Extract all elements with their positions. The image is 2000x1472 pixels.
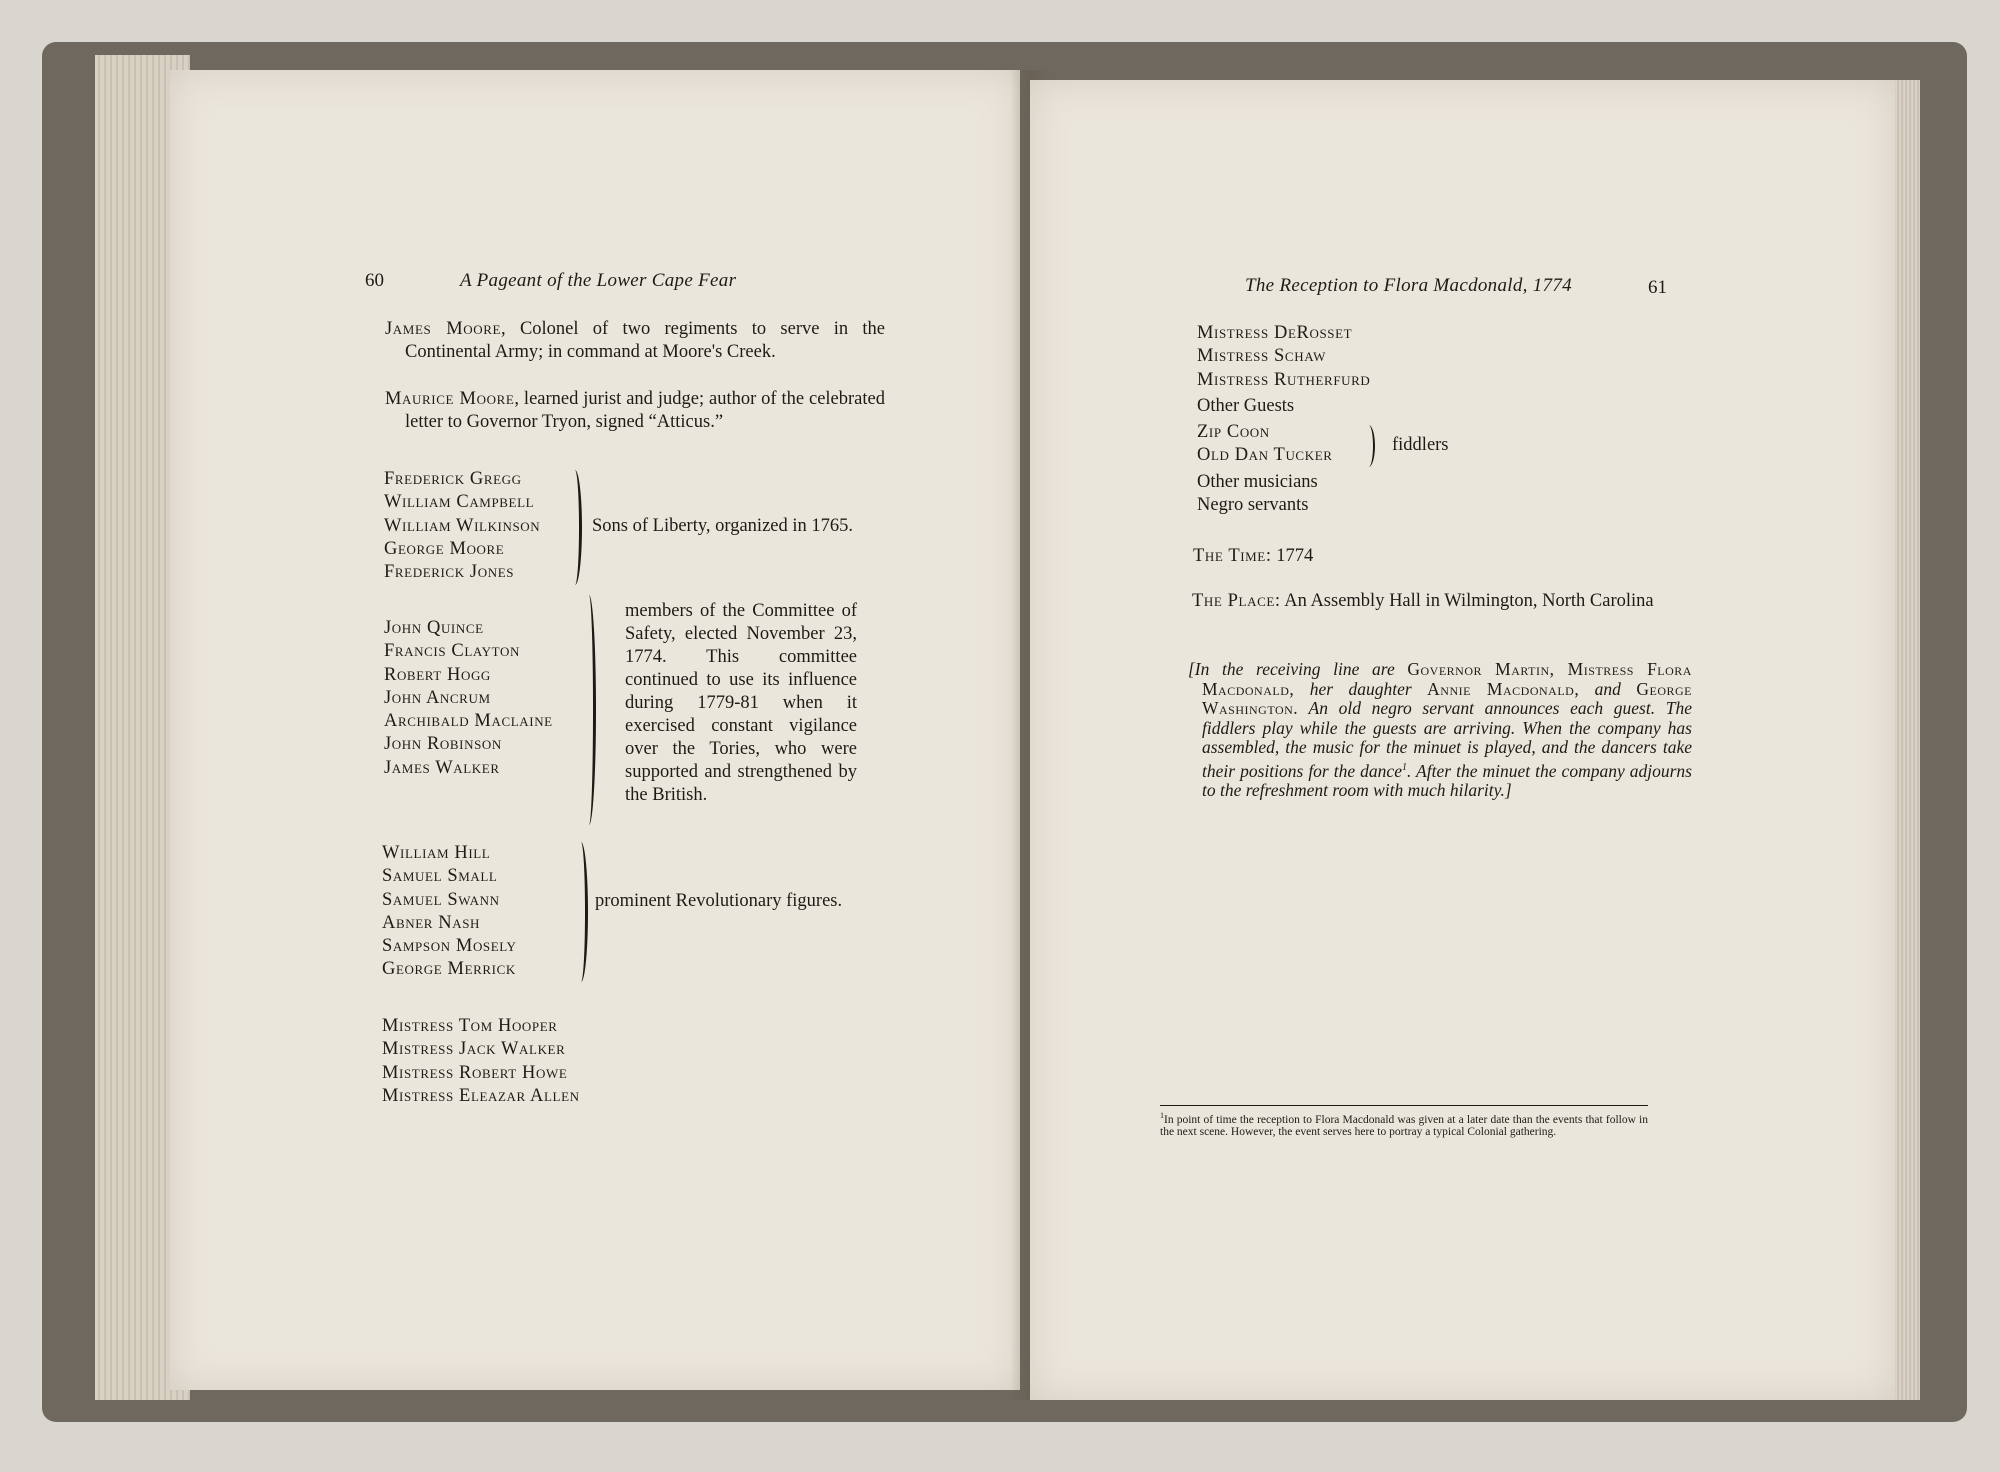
- stage-annie: Annie Macdonald,: [1427, 678, 1580, 699]
- list-item: Abner Nash: [382, 912, 481, 933]
- stage-close: . After the minuet the company adjourns to the refreshment room with much hilarity.]: [1202, 760, 1692, 800]
- list-item: George Merrick: [382, 959, 516, 980]
- list-item: Mistress Robert Howe: [382, 1062, 568, 1083]
- list-item: Mistress Jack Walker: [382, 1039, 566, 1060]
- list-item: Archibald Maclaine: [384, 711, 553, 732]
- list-item: Other Guests: [1197, 395, 1295, 416]
- list-item: Mistress Eleazar Allen: [382, 1085, 580, 1106]
- left-page-number: 60: [365, 270, 384, 291]
- fiddlers-label: fiddlers: [1392, 435, 1449, 455]
- place-value: An Assembly Hall in Wilmington, North Carolina: [1284, 591, 1654, 611]
- brace-revolutionary: [578, 842, 588, 982]
- left-running-head: A Pageant of the Lower Cape Fear: [460, 270, 737, 291]
- sons-of-liberty-names: [384, 468, 540, 584]
- sons-of-liberty-desc: Sons of Liberty, organized in 1765.: [592, 516, 854, 536]
- revolutionary-names: [382, 842, 517, 982]
- committee-desc: members of the Committee of Safety, elected November 23, 1774. This committee continued to use its influence during 1779-81 when it exercised constant vigilance over the Tories, who were supported and strengthened by the British.: [625, 601, 857, 805]
- list-item: Negro servants: [1197, 495, 1309, 516]
- footnote-marker: 1: [1160, 1111, 1164, 1120]
- list-item: Samuel Swann: [382, 889, 500, 910]
- list-item: Francis Clayton: [384, 641, 520, 662]
- list-item: Mistress DeRosset: [1197, 323, 1353, 343]
- place-line: [1172, 590, 1712, 613]
- list-item: Sampson Mosely: [382, 936, 517, 957]
- stage-direction: [1188, 660, 1692, 800]
- brace-sons-of-liberty: [572, 470, 582, 585]
- list-item: Other musicians: [1197, 471, 1318, 492]
- list-item: Samuel Small: [382, 866, 498, 887]
- stage-daughter: her daughter: [1294, 678, 1428, 699]
- list-item: William Hill: [382, 843, 491, 863]
- entry-desc: , learned jurist and judge; author of the celebrated letter to Governor Tryon, signed “Atticus.”: [405, 389, 885, 432]
- stage-open: [In the receiving line are: [1188, 659, 1408, 679]
- list-item: Frederick Gregg: [384, 469, 522, 489]
- right-page: [1030, 80, 1895, 1400]
- left-page: [170, 70, 1020, 1390]
- brace-committee: [586, 595, 596, 825]
- entry-name: Maurice Moore: [385, 389, 515, 409]
- right-page-number: 61: [1648, 277, 1667, 298]
- stage-and: and: [1579, 678, 1637, 699]
- footnote-ref: 1: [1401, 761, 1407, 773]
- time-label: The Time:: [1193, 546, 1272, 566]
- list-item: George Moore: [384, 538, 505, 559]
- right-running-head: The Reception to Flora Macdonald, 1774: [1245, 275, 1572, 296]
- list-item: William Wilkinson: [384, 515, 541, 536]
- footnote-text: In point of time the reception to Flora Macdonald was given at a later date than the events that follow in the next scene. However, the event serves here to portray a typical Colonial gathering.: [1160, 1113, 1648, 1139]
- list-item: James Walker: [384, 757, 500, 778]
- stage-washington: George Washington.: [1202, 678, 1693, 718]
- entry-maurice-moore: [385, 388, 885, 434]
- list-item: John Quince: [384, 618, 484, 638]
- list-item: Old Dan Tucker: [1197, 445, 1333, 466]
- list-item: Frederick Jones: [384, 562, 515, 583]
- stage-governor: Governor Martin, Mistress Flora Macdonald,: [1202, 659, 1692, 699]
- entry-desc: , Colonel of two regiments to serve in the Continental Army; in command at Moore's Creek.: [405, 319, 886, 362]
- list-item: Mistress Schaw: [1197, 346, 1327, 367]
- brace-fiddlers: [1366, 425, 1375, 467]
- guest-list: [1197, 322, 1370, 517]
- list-item: Zip Coon: [1197, 422, 1270, 443]
- footnote: [1160, 1110, 1648, 1139]
- footnote-rule: [1160, 1105, 1648, 1106]
- entry-james-moore: [385, 318, 885, 364]
- revolutionary-desc: prominent Revolutionary figures.: [595, 891, 843, 911]
- entry-name: James Moore: [385, 319, 502, 339]
- mistresses-list: [382, 1015, 580, 1108]
- list-item: John Robinson: [384, 734, 502, 755]
- list-item: William Campbell: [384, 492, 535, 513]
- list-item: John Ancrum: [384, 687, 491, 708]
- time-value: 1774: [1276, 546, 1314, 566]
- place-label: The Place:: [1192, 591, 1281, 611]
- stage-rest: An old negro servant announces each guest. The fiddlers play while the guests are arriving. When the company has assembled, the music for the minuet is played, and the dancers take their positions for the dance: [1202, 698, 1692, 781]
- list-item: Mistress Rutherfurd: [1197, 369, 1371, 390]
- committee-names: [384, 617, 553, 780]
- list-item: Robert Hogg: [384, 664, 491, 685]
- list-item: Mistress Tom Hooper: [382, 1016, 558, 1036]
- time-line: [1193, 545, 1313, 568]
